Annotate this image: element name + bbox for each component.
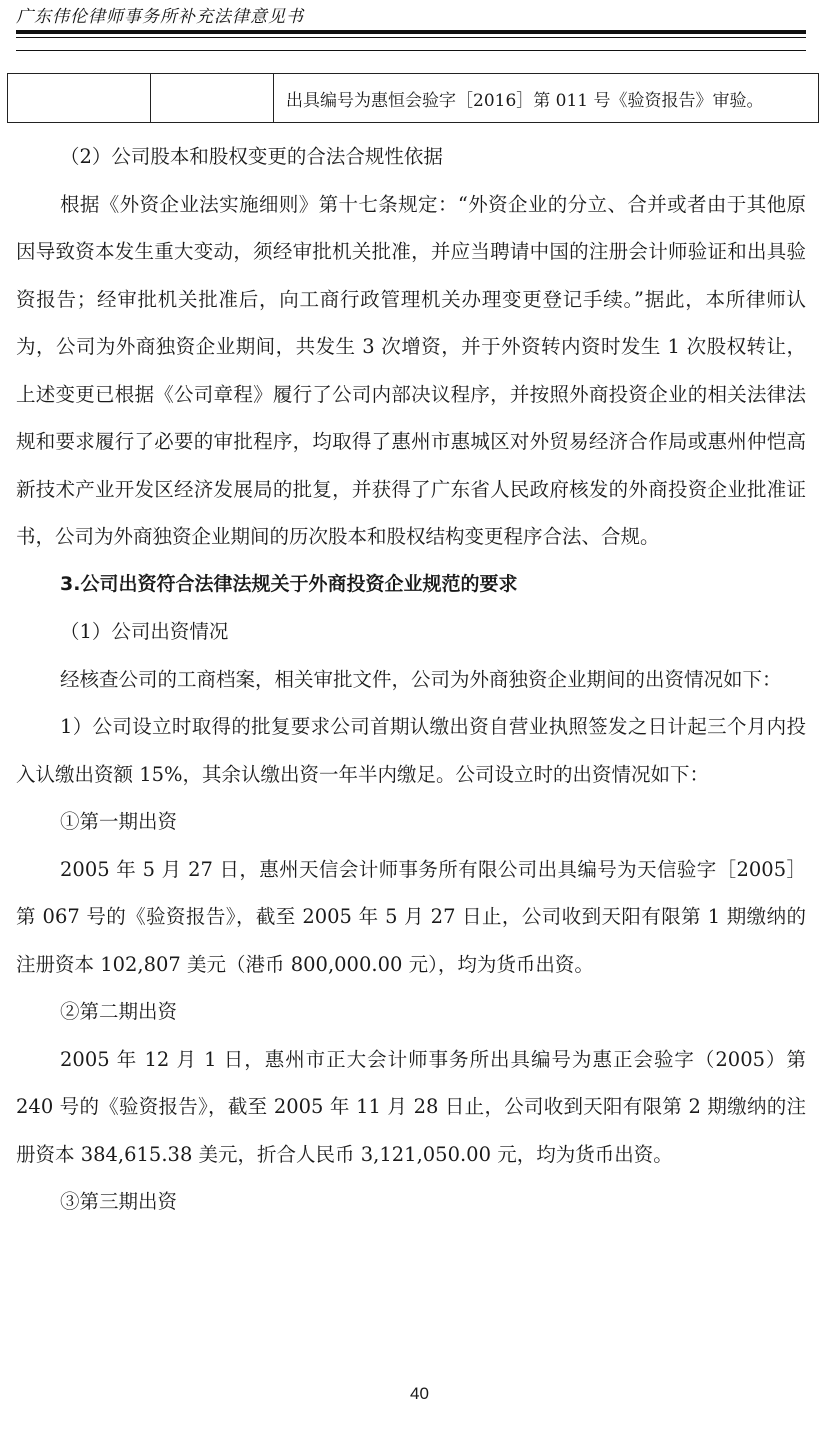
subsection-heading-1: （1）公司出资情况: [60, 620, 229, 643]
table-cell-empty-2: [151, 74, 274, 123]
phase-1-paragraph: 2005 年 5 月 27 日，惠州天信会计师事务所有限公司出具编号为天信验字［2005］第 067 号的《验资报告》，截至 2005 年 5 月 27 日止，公司收到天阳有限第 1 期缴纳的注册资本 102,807 美元（港币 800,000.00 元），均为货币出资。: [16, 857, 806, 976]
table-cell-text: 出具编号为惠恒会验字［2016］第 011 号《验资报告》审验。: [274, 74, 819, 123]
section-heading-2: （2）公司股本和股权变更的合法合规性依据: [60, 145, 443, 168]
phase-2-heading: ②第二期出资: [60, 1000, 178, 1023]
establishment-paragraph: 1）公司设立时取得的批复要求公司首期认缴出资自营业执照签发之日计起三个月内投入认缴出资额 15%，其余认缴出资一年半内缴足。公司设立时的出资情况如下：: [16, 715, 806, 786]
phase-1-heading: ①第一期出资: [60, 810, 178, 833]
header-rule-thin: [16, 37, 806, 38]
page-header: [16, 6, 806, 28]
header-rule-bottom: [16, 50, 806, 51]
phase-2-paragraph: 2005 年 12 月 1 日，惠州市正大会计师事务所出具编号为惠正会验字（2005）第 240 号的《验资报告》，截至 2005 年 11 月 28 日止，公司收到天阳有限第 2 期缴纳的注册资本 384,615.38 美元，折合人民币 3,121,050.00 元，均为货币出资。: [16, 1047, 806, 1166]
phase-3-heading: ③第三期出资: [60, 1190, 178, 1213]
table-cell-empty-1: [8, 74, 151, 123]
section-heading-3: 3.公司出资符合法律法规关于外商投资企业规范的要求: [60, 572, 518, 595]
continued-table: [7, 73, 819, 123]
header-rule-thick: [16, 30, 806, 34]
legal-basis-paragraph: 根据《外资企业法实施细则》第十七条规定：“外资企业的分立、合并或者由于其他原因导致资本发生重大变动，须经审批机关批准，并应当聘请中国的注册会计师验证和出具验资报告；经审批机关批准后，向工商行政管理机关办理变更登记手续。”据此，本所律师认为，公司为外商独资企业期间，共发生 3 次增资，并于外资转内资时发生 1 次股权转让，上述变更已根据《公司章程》履行了公司内部决议程序，并按照外商投资企业的相关法律法规和要求履行了必要的审批程序，均取得了惠州市惠城区对外贸易经济合作局或惠州仲恺高新技术产业开发区经济发展局的批复，并获得了广东省人民政府核发的外商投资企业批准证书，公司为外商独资企业期间的历次股本和股权结构变更程序合法、合规。: [16, 192, 806, 548]
header-title: 广东伟伦律师事务所补充法律意见书: [16, 7, 304, 27]
document-body: [16, 133, 806, 1226]
table-row: [8, 74, 819, 123]
capital-overview-paragraph: 经核查公司的工商档案，相关审批文件，公司为外商独资企业期间的出资情况如下：: [60, 667, 782, 691]
page-number: 40: [410, 1384, 429, 1403]
